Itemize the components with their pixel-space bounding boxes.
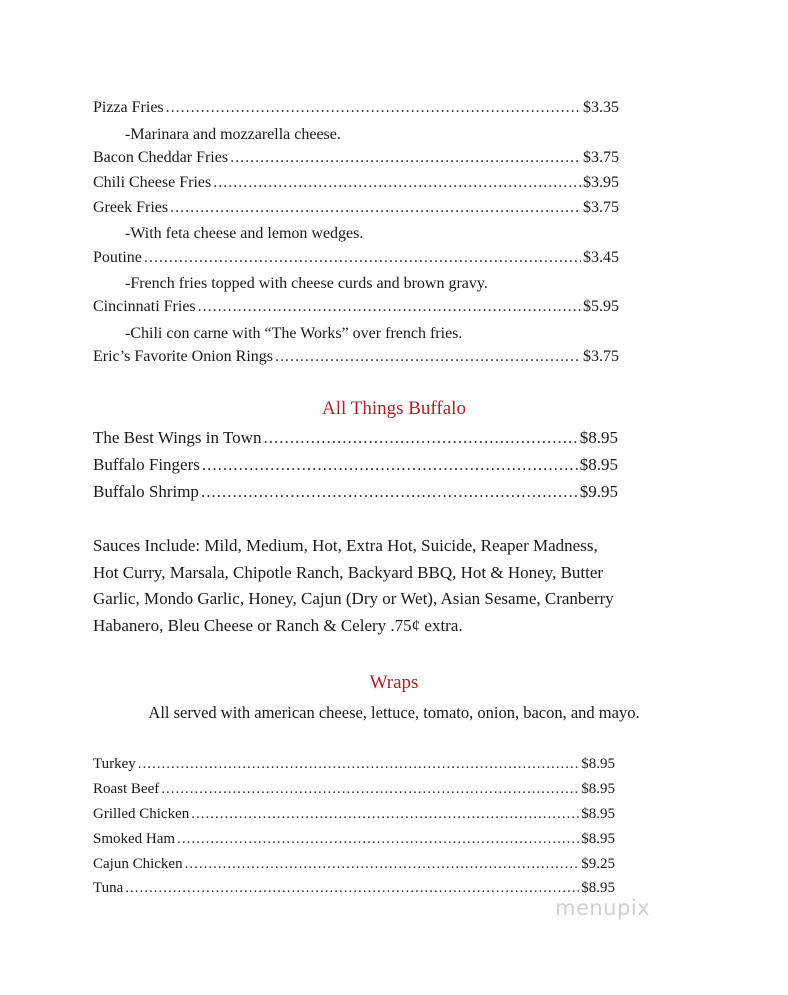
item-price: $8.95 xyxy=(581,781,615,797)
wraps-heading: Wraps xyxy=(369,672,419,693)
item-name: Buffalo Fingers xyxy=(93,455,200,474)
menu-item-smoked-ham xyxy=(93,831,615,853)
item-price: $3.95 xyxy=(583,174,619,191)
item-price: $8.95 xyxy=(581,880,615,896)
item-price: $8.95 xyxy=(581,806,615,822)
item-name: Pizza Fries xyxy=(93,99,164,116)
item-name: The Best Wings in Town xyxy=(93,428,262,447)
sauces-line: Hot Curry, Marsala, Chipotle Ranch, Backyard BBQ, Hot & Honey, Butter xyxy=(93,562,604,582)
item-price: $8.95 xyxy=(579,428,618,447)
item-price: $3.45 xyxy=(583,249,619,266)
item-description: -With feta cheese and lemon wedges. xyxy=(125,225,364,242)
item-price: $3.75 xyxy=(583,348,619,365)
item-price: $3.35 xyxy=(583,99,619,116)
menu-item-chili-cheese-fries xyxy=(93,174,619,196)
item-price: $9.25 xyxy=(581,856,615,872)
menu-item-best-wings xyxy=(93,428,618,452)
dot-leader xyxy=(144,249,581,267)
menupix-watermark: menupix xyxy=(555,896,651,920)
item-price: $3.75 xyxy=(583,149,619,166)
item-price: $9.95 xyxy=(579,482,618,501)
item-name: Tuna xyxy=(93,880,124,896)
menu-item-greek-fries xyxy=(93,199,619,221)
item-description: -French fries topped with cheese curds and brown gravy. xyxy=(125,275,488,292)
menu-item-poutine xyxy=(93,249,619,271)
item-name: Eric’s Favorite Onion Rings xyxy=(93,348,273,365)
dot-leader xyxy=(275,348,581,366)
sauces-line: Garlic, Mondo Garlic, Honey, Cajun (Dry or Wet), Asian Sesame, Cranberry xyxy=(93,589,614,608)
item-name: Turkey xyxy=(93,756,136,772)
menu-item-buffalo-shrimp xyxy=(93,482,618,506)
sauces-line: Sauces Include: Mild, Medium, Hot, Extra Hot, Suicide, Reaper Madness, xyxy=(93,536,598,555)
item-price: $8.95 xyxy=(581,831,615,847)
item-name: Chili Cheese Fries xyxy=(93,174,212,191)
sauces-paragraph xyxy=(93,533,693,639)
item-name: Buffalo Shrimp xyxy=(93,482,199,501)
item-price: $3.75 xyxy=(583,199,619,216)
menu-item-onion-rings xyxy=(93,348,619,370)
dot-leader xyxy=(202,455,578,475)
item-name: Poutine xyxy=(93,249,142,266)
menu-item-buffalo-fingers xyxy=(93,455,618,479)
menu-item-grilled-chicken xyxy=(93,806,615,828)
dot-leader xyxy=(198,298,581,316)
dot-leader xyxy=(138,756,579,773)
item-name: Cincinnati Fries xyxy=(93,298,196,315)
item-name: Grilled Chicken xyxy=(93,806,190,822)
item-name: Bacon Cheddar Fries xyxy=(93,149,229,166)
dot-leader xyxy=(263,428,577,448)
dot-leader xyxy=(185,856,580,873)
menu-item-turkey xyxy=(93,756,615,778)
menu-item-bacon-cheddar-fries xyxy=(93,149,619,171)
item-description: -Marinara and mozzarella cheese. xyxy=(125,126,341,143)
sauces-line: Habanero, Bleu Cheese or Ranch & Celery .75¢ extra. xyxy=(93,615,463,635)
menu-item-tuna xyxy=(93,880,615,902)
wraps-note: All served with american cheese, lettuce, tomato, onion, bacon, and mayo. xyxy=(148,703,640,722)
item-name: Greek Fries xyxy=(93,199,169,216)
dot-leader xyxy=(170,199,581,217)
menu-item-pizza-fries xyxy=(93,99,619,121)
item-name: Cajun Chicken xyxy=(93,856,183,872)
dot-leader xyxy=(166,99,581,117)
item-price: $8.95 xyxy=(579,455,618,474)
item-name: Smoked Ham xyxy=(93,831,176,847)
item-price: $5.95 xyxy=(583,298,619,315)
dot-leader xyxy=(230,149,581,167)
dot-leader xyxy=(201,482,578,502)
dot-leader xyxy=(177,831,579,848)
item-price: $8.95 xyxy=(581,756,615,772)
menu-item-cajun-chicken xyxy=(93,856,615,878)
buffalo-heading: All Things Buffalo xyxy=(322,398,466,419)
menu-item-roast-beef xyxy=(93,781,615,803)
item-description: -Chili con carne with “The Works” over french fries. xyxy=(125,325,463,342)
dot-leader xyxy=(191,806,579,823)
dot-leader xyxy=(213,174,581,192)
dot-leader xyxy=(125,880,579,897)
dot-leader xyxy=(161,781,579,798)
menu-item-cincinnati-fries xyxy=(93,298,619,320)
item-name: Roast Beef xyxy=(93,781,160,797)
